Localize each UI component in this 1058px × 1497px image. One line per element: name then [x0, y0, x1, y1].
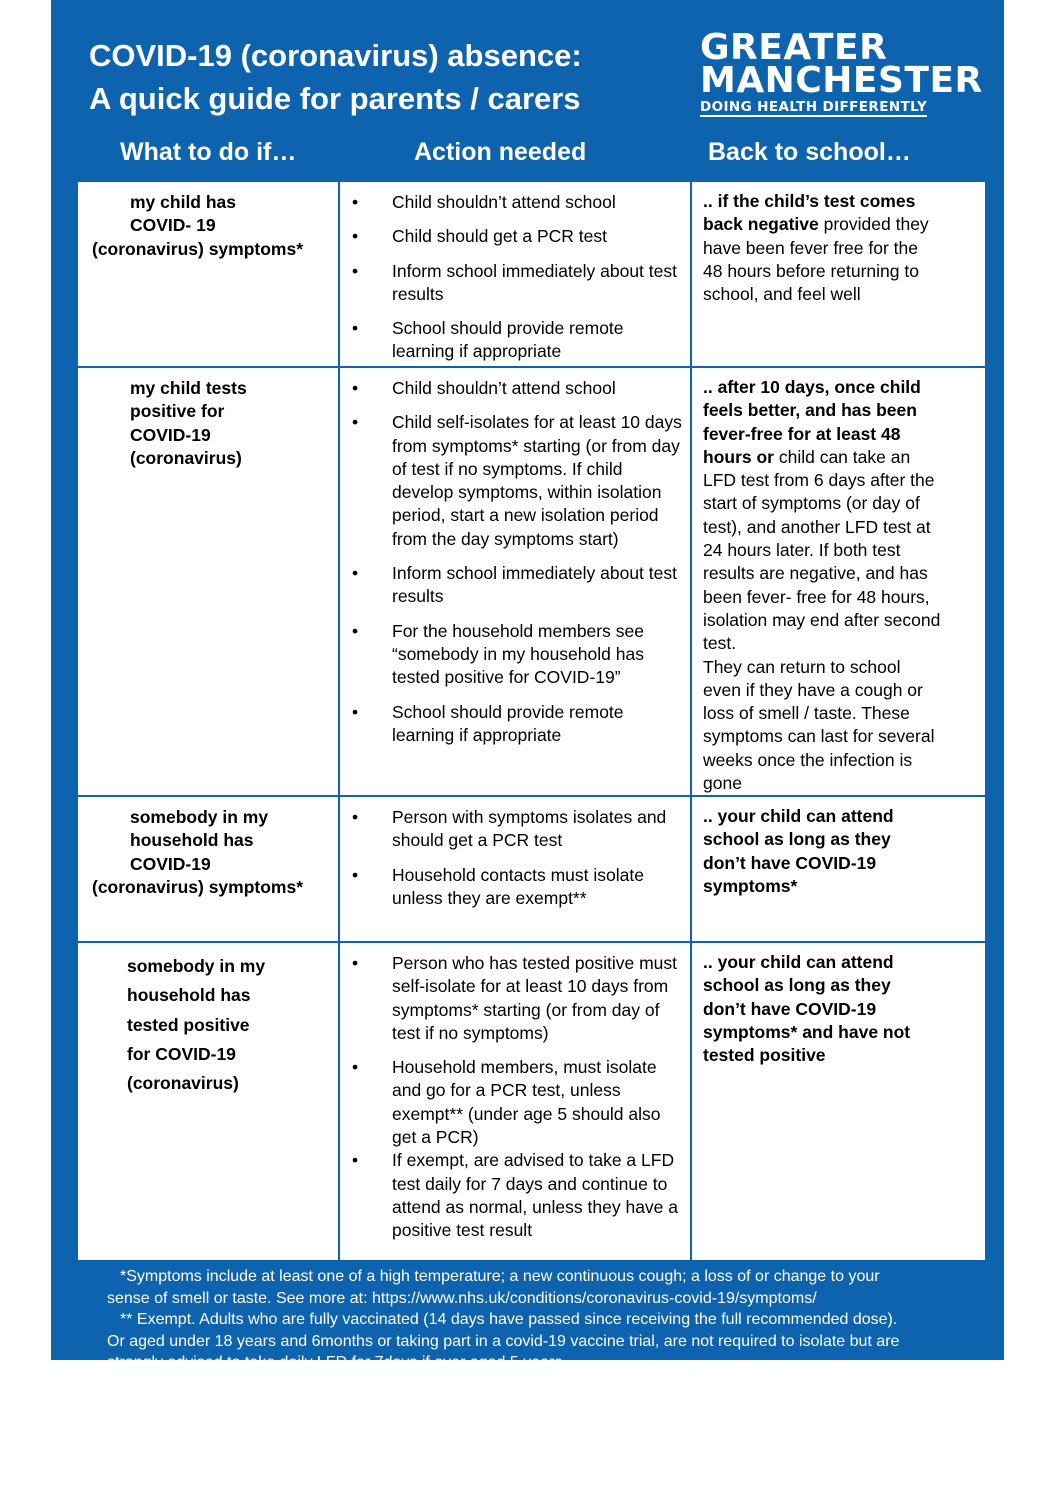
- action-cell: [338, 368, 690, 795]
- back-line: back negative provided they: [703, 214, 929, 235]
- logo-line-1: GREATER: [700, 27, 888, 68]
- guidance-table: [78, 182, 985, 1260]
- back-to-school-cell: .. after 10 days, once child feels better, and has been fever-free for at least 48 hours or child can take an LFD test from 6 days after the start of symptoms (or day of test), and another LFD test at 24 hours later. If both test results are negative, and has been fever- free for 48 hours, isolation may end after second test. They can return to school even if they have a cough or loss of smell / taste. These symptoms can last for several weeks once the infection is gone: [690, 368, 985, 795]
- footnote-symptoms-line: *Symptoms include at least one of a high temperature; a new continuous cough; a loss of or change to your: [120, 1268, 880, 1285]
- list-item: • School should provide remote learning if appropriate: [352, 701, 624, 745]
- back-to-school-cell: [690, 182, 985, 366]
- condition-line: my child tests: [130, 378, 247, 398]
- condition-cell: [78, 182, 338, 366]
- condition-line: positive for: [130, 401, 225, 422]
- list-item: • For the household members see “somebody in my household has tested positive for COVID-19”: [352, 620, 644, 688]
- condition-line: COVID-19: [130, 424, 211, 445]
- list-item: • Household contacts must isolate unless they are exempt**: [352, 864, 644, 908]
- table-row: [78, 182, 985, 366]
- footnote-exempt-line: strongly advised to take daily LFD for 7days if over aged 5 years.: [107, 1354, 567, 1371]
- list-item: • Person who has tested positive must self-isolate for at least 10 days from symptoms* starting (or from day of test if no symptoms): [352, 953, 678, 1043]
- condition-line: COVID- 19: [130, 215, 216, 236]
- column-header-what: What to do if…: [120, 138, 297, 166]
- greater-manchester-logo: [700, 27, 983, 117]
- back-to-school-cell: .. your child can attend school as long as they don’t have COVID-19 symptoms* and have not tested positive: [690, 943, 985, 1260]
- list-item: • If exempt, are advised to take a LFD test daily for 7 days and continue to attend as normal, unless they have a positive test result: [352, 1150, 679, 1241]
- list-item: • Inform school immediately about test results: [352, 260, 677, 304]
- action-cell: [338, 797, 690, 941]
- condition-line: (coronavirus): [130, 447, 242, 468]
- back-line: have been fever free for the: [703, 237, 918, 258]
- title-line-2: A quick guide for parents / carers: [89, 81, 581, 116]
- list-item: • Child self-isolates for at least 10 days from symptoms* starting (or from day of test if no symptoms. If child develop symptoms, within isolation period, start a new isolation period from the day symptoms start): [352, 412, 682, 549]
- list-item: • School should provide remote learning if appropriate: [352, 318, 624, 362]
- back-line: .. if the child’s test comes: [703, 191, 916, 211]
- footnote-exempt-line: ** Exempt. Adults who are fully vaccinated (14 days have passed since receiving the full recommended dose).: [120, 1311, 898, 1328]
- back-to-school-cell: .. your child can attend school as long as they don’t have COVID-19 symptoms*: [690, 797, 985, 941]
- list-item: • Person with symptoms isolates and should get a PCR test: [352, 807, 667, 851]
- condition-cell: somebody in my household has COVID-19 (coronavirus) symptoms*: [92, 807, 304, 897]
- column-header-back: Back to school…: [708, 138, 911, 166]
- column-header-action: Action needed: [414, 138, 587, 166]
- table-row: [78, 943, 985, 1260]
- table-row: [78, 368, 985, 795]
- list-item: • Child should get a PCR test: [352, 226, 607, 247]
- back-line: 48 hours before returning to: [703, 260, 919, 281]
- action-cell: [338, 182, 690, 366]
- list-item: • Child shouldn’t attend school: [352, 192, 616, 212]
- condition-line: my child has: [130, 192, 237, 212]
- list-item: • Child shouldn’t attend school: [352, 378, 616, 398]
- footnote-symptoms-line: sense of smell or taste. See more at: https://www.nhs.uk/conditions/coronavirus-covid-19/symptoms/: [107, 1289, 817, 1307]
- back-line: school, and feel well: [703, 284, 861, 305]
- table-row: [78, 797, 985, 941]
- action-cell: [338, 943, 690, 1260]
- list-item: • Inform school immediately about test results: [352, 563, 677, 607]
- list-item: • Household members, must isolate and go for a PCR test, unless exempt** (under age 5 should also get a PCR): [352, 1057, 661, 1148]
- logo-line-2: MANCHESTER: [700, 60, 983, 101]
- footnote-exempt-line: Or aged under 18 years and 6months or taking part in a covid-19 vaccine trial, are not required to isolate but are: [107, 1332, 900, 1350]
- title-line-1: COVID-19 (coronavirus) absence:: [89, 38, 582, 73]
- condition-line: (coronavirus) symptoms*: [92, 238, 304, 259]
- condition-cell: [78, 368, 338, 795]
- footnotes: [107, 1266, 997, 1374]
- logo-tagline: DOING HEALTH DIFFERENTLY: [700, 99, 928, 115]
- page-title: [89, 34, 689, 120]
- condition-cell: somebody in my household has tested positive for COVID-19 (coronavirus): [127, 956, 266, 1094]
